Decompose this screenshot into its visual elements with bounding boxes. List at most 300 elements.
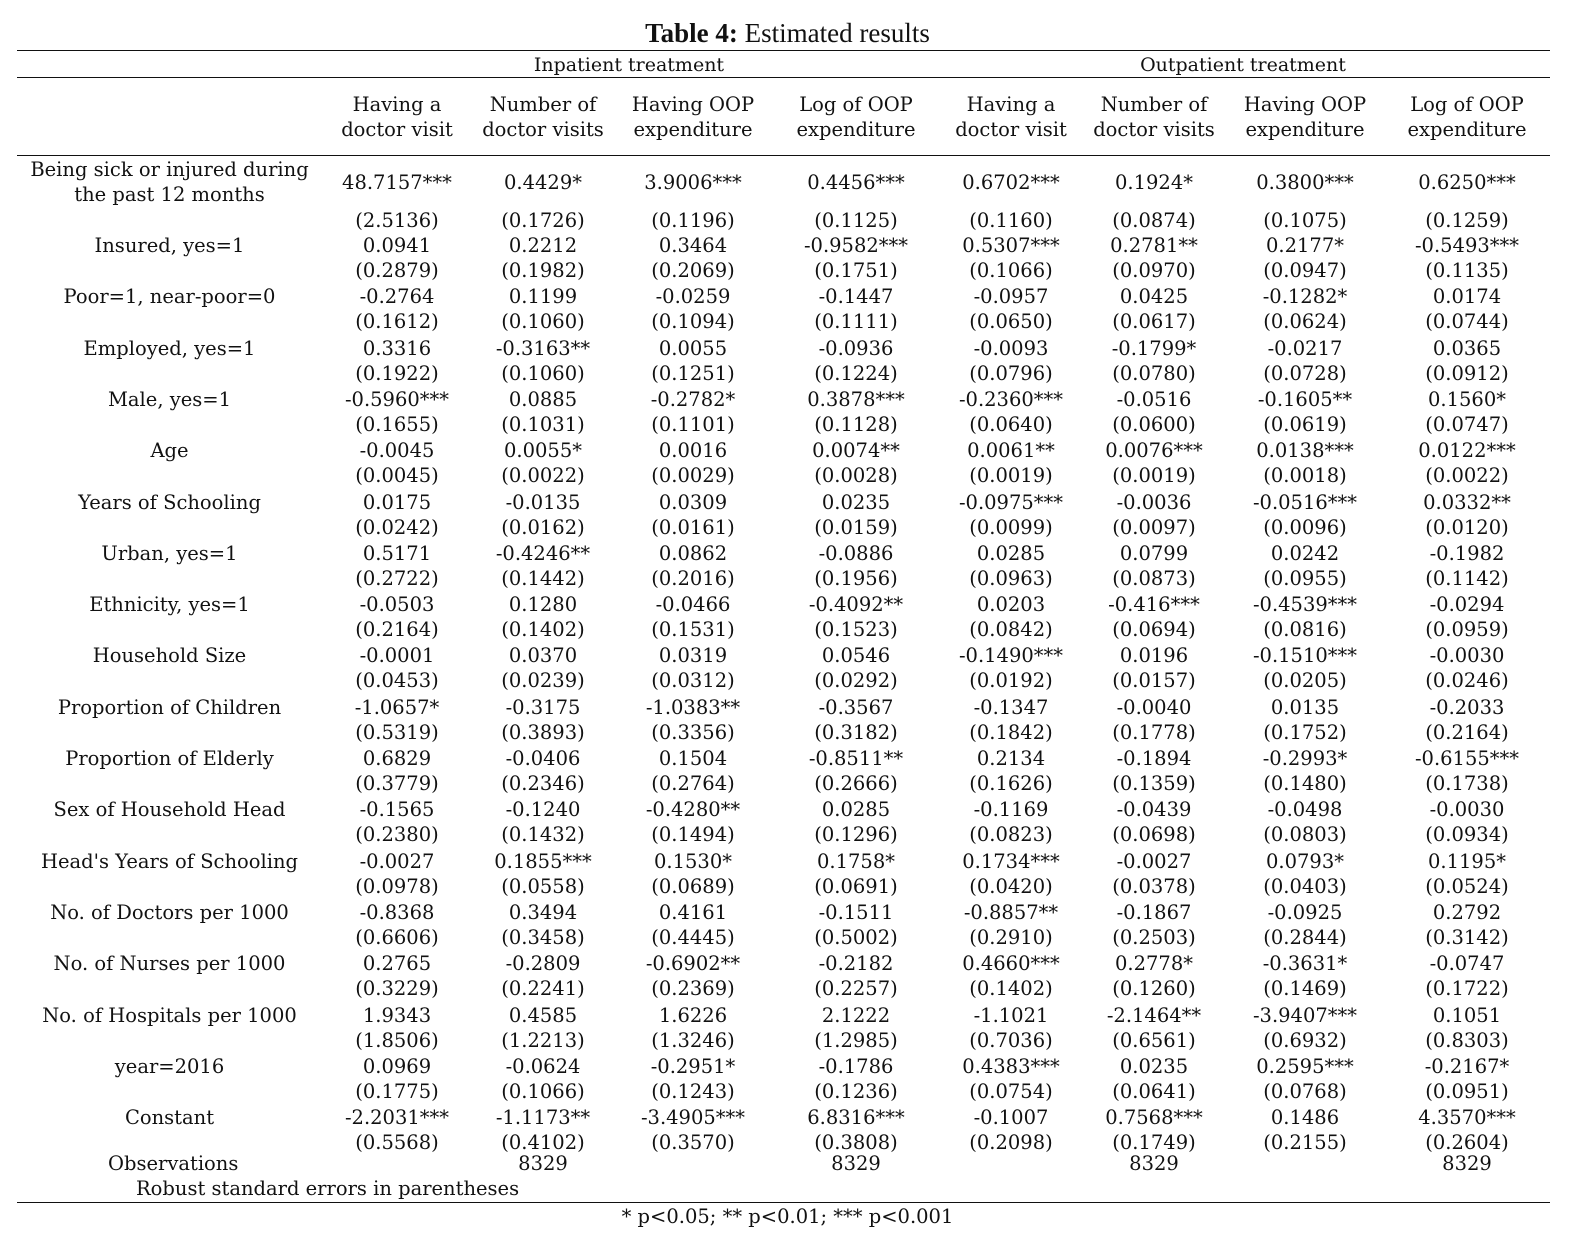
coefficient-cell: -0.2167* — [1424, 1054, 1510, 1078]
std-error-cell: (0.1722) — [1425, 977, 1509, 1001]
std-error-cell: (0.1142) — [1425, 566, 1509, 590]
std-error-cell: (0.1259) — [1425, 209, 1509, 232]
row-label: Sex of Household Head — [53, 798, 286, 822]
coefficient-cell: -0.0135 — [505, 490, 581, 514]
coefficient-cell: -0.1282* — [1262, 285, 1348, 309]
coefficient-cell: 0.0061** — [967, 439, 1055, 463]
coefficient-cell: -0.2782* — [650, 387, 736, 411]
std-error-cell: (0.0246) — [1425, 669, 1509, 693]
coefficient-cell: 0.0319 — [658, 644, 728, 668]
row-label: Constant — [124, 1106, 215, 1130]
std-error-cell: (0.0754) — [969, 1079, 1053, 1103]
std-error-cell: (0.0842) — [969, 618, 1053, 642]
std-error-cell: (0.2164) — [1425, 720, 1509, 744]
coefficient-cell: -0.2182 — [818, 952, 894, 976]
std-error-cell: (0.2257) — [814, 977, 898, 1001]
coefficient-cell: 0.0055* — [504, 439, 582, 463]
coefficient-cell: -0.2360*** — [958, 387, 1064, 411]
std-error-cell: (0.1442) — [501, 566, 585, 590]
std-error-cell: (0.0045) — [355, 464, 439, 488]
coefficient-cell: 0.4383*** — [962, 1054, 1060, 1078]
coefficient-cell: 0.3494 — [508, 900, 578, 924]
std-error-cell: (0.0239) — [501, 669, 585, 693]
row-label: Proportion of Elderly — [65, 747, 274, 770]
coefficient-cell: -0.1240 — [505, 798, 581, 822]
std-error-cell: (0.0157) — [1112, 669, 1196, 693]
std-error-cell: (0.1094) — [651, 310, 735, 334]
coefficient-cell: 0.1530* — [654, 849, 732, 873]
std-error-cell: (0.0022) — [501, 464, 585, 488]
std-error-cell: (0.5568) — [355, 1131, 439, 1155]
std-error-cell: (0.0823) — [969, 823, 1053, 847]
std-error-cell: (0.0120) — [1425, 515, 1509, 539]
std-error-cell: (1.3246) — [651, 1028, 735, 1052]
coefficient-cell: -0.0027 — [1116, 849, 1192, 873]
std-error-cell: (0.0796) — [969, 361, 1053, 385]
std-error-cell: (1.2985) — [814, 1028, 898, 1052]
std-error-cell: (0.0959) — [1425, 618, 1509, 642]
observations-cell: 8329 — [518, 1152, 568, 1175]
std-error-cell: (0.2844) — [1263, 925, 1347, 949]
std-error-cell: (0.1626) — [969, 772, 1053, 795]
std-error-cell: (0.0029) — [651, 464, 735, 488]
observations-label: Observations — [108, 1152, 239, 1175]
std-error-cell: (0.0205) — [1263, 669, 1347, 693]
coefficient-cell: 0.2792 — [1432, 900, 1502, 924]
std-error-cell: (0.1523) — [814, 618, 898, 642]
coefficient-cell: -0.0516*** — [1252, 490, 1358, 514]
std-error-cell: (0.1432) — [501, 823, 585, 847]
std-error-cell: (0.0312) — [651, 669, 735, 693]
coefficient-cell: 0.5307*** — [962, 234, 1060, 257]
std-error-cell: (0.1243) — [651, 1079, 735, 1103]
std-error-cell: (0.2380) — [355, 823, 439, 847]
coefficient-cell: 0.1734*** — [962, 849, 1060, 873]
column-header: Log of OOP expenditure — [1407, 93, 1527, 141]
coefficient-cell: -0.0503 — [359, 593, 435, 617]
std-error-cell: (0.0378) — [1112, 874, 1196, 898]
std-error-cell: (0.1402) — [501, 618, 585, 642]
coefficient-cell: 0.4585 — [508, 1003, 578, 1027]
coefficient-cell: -0.0406 — [505, 747, 581, 770]
std-error-cell: (0.0951) — [1425, 1079, 1509, 1103]
std-error-cell: (0.1531) — [651, 618, 735, 642]
coefficient-cell: 0.0196 — [1119, 644, 1189, 668]
coefficient-cell: -0.5960*** — [344, 387, 450, 411]
coefficient-cell: -0.0747 — [1429, 952, 1505, 976]
std-error-cell: (0.1956) — [814, 566, 898, 590]
coefficient-cell: -1.0657* — [354, 695, 440, 719]
coefficient-cell: 0.7568*** — [1105, 1106, 1203, 1130]
coefficient-cell: -3.9407*** — [1252, 1003, 1358, 1027]
column-header: Number of doctor visits — [1093, 93, 1215, 141]
coefficient-cell: 0.6829 — [362, 747, 432, 770]
row-label: No. of Hospitals per 1000 — [42, 1003, 297, 1027]
std-error-cell: (0.1738) — [1425, 772, 1509, 795]
std-error-cell: (0.0600) — [1112, 412, 1196, 436]
std-error-cell: (0.0292) — [814, 669, 898, 693]
std-error-cell: (0.0524) — [1425, 874, 1509, 898]
std-error-cell: (0.0161) — [651, 515, 735, 539]
std-error-cell: (0.1075) — [1263, 209, 1347, 232]
coefficient-cell: -0.0516 — [1116, 387, 1192, 411]
coefficient-cell: 0.1560* — [1428, 387, 1506, 411]
std-error-cell: (0.6932) — [1263, 1028, 1347, 1052]
std-error-cell: (0.0641) — [1112, 1079, 1196, 1103]
std-error-cell: (0.1296) — [814, 823, 898, 847]
std-error-cell: (0.0420) — [969, 874, 1053, 898]
std-error-cell: (0.0019) — [969, 464, 1053, 488]
column-header: Having OOP expenditure — [631, 93, 755, 141]
std-error-cell: (0.1752) — [1263, 720, 1347, 744]
coefficient-cell: 0.0122*** — [1418, 439, 1516, 463]
std-error-cell: (0.1066) — [969, 259, 1053, 282]
coefficient-cell: 0.4429* — [504, 171, 582, 194]
std-error-cell: (0.6561) — [1112, 1028, 1196, 1052]
std-error-cell: (0.0619) — [1263, 412, 1347, 436]
std-error-cell: (0.3182) — [814, 720, 898, 744]
std-error-cell: (0.3779) — [355, 772, 439, 795]
std-error-cell: (0.0097) — [1112, 515, 1196, 539]
column-header: Having a doctor visit — [341, 93, 453, 141]
std-error-cell: (0.0018) — [1263, 464, 1347, 488]
coefficient-cell: 0.0235 — [1119, 1054, 1189, 1078]
std-error-cell: (0.0650) — [969, 310, 1053, 334]
coefficient-cell: -0.4246** — [495, 541, 591, 565]
coefficient-cell: -0.1786 — [818, 1054, 894, 1078]
std-error-cell: (0.0768) — [1263, 1079, 1347, 1103]
coefficient-cell: 0.1051 — [1432, 1003, 1502, 1027]
std-error-cell: (0.1135) — [1425, 259, 1509, 282]
coefficient-cell: -0.1894 — [1116, 747, 1192, 770]
coefficient-cell: -0.8368 — [359, 900, 435, 924]
observations-cell: 8329 — [831, 1152, 881, 1175]
coefficient-cell: 0.1504 — [658, 747, 728, 770]
coefficient-cell: -0.0498 — [1267, 798, 1343, 822]
column-header: Log of OOP expenditure — [796, 93, 916, 141]
coefficient-cell: -0.2809 — [505, 952, 581, 976]
coefficient-cell: 0.0793* — [1266, 849, 1344, 873]
coefficient-cell: -0.2951* — [650, 1054, 736, 1078]
std-error-cell: (0.2503) — [1112, 925, 1196, 949]
std-error-cell: (0.0963) — [969, 566, 1053, 590]
std-error-cell: (0.2098) — [969, 1131, 1053, 1155]
row-label: Insured, yes=1 — [94, 234, 245, 257]
coefficient-cell: 0.2781** — [1110, 234, 1198, 257]
std-error-cell: (0.1111) — [814, 310, 898, 334]
coefficient-cell: -0.0925 — [1267, 900, 1343, 924]
coefficient-cell: 0.6702*** — [962, 171, 1060, 194]
coefficient-cell: 0.0203 — [976, 593, 1046, 617]
coefficient-cell: -0.0294 — [1429, 593, 1505, 617]
std-error-cell: (0.1236) — [814, 1079, 898, 1103]
coefficient-cell: 0.4660*** — [962, 952, 1060, 976]
coefficient-cell: -0.0439 — [1116, 798, 1192, 822]
column-header: Having a doctor visit — [955, 93, 1067, 141]
coefficient-cell: 0.1199 — [508, 285, 578, 309]
std-error-cell: (0.0744) — [1425, 310, 1509, 334]
coefficient-cell: -0.0001 — [359, 644, 435, 668]
coefficient-cell: -0.1982 — [1429, 541, 1505, 565]
std-error-cell: (0.0934) — [1425, 823, 1509, 847]
row-label: Employed, yes=1 — [83, 336, 256, 360]
coefficient-cell: 0.3464 — [658, 234, 728, 257]
std-error-cell: (0.3570) — [651, 1131, 735, 1155]
coefficient-cell: 0.3316 — [362, 336, 432, 360]
std-error-cell: (0.1469) — [1263, 977, 1347, 1001]
std-error-cell: (0.1101) — [651, 412, 735, 436]
coefficient-cell: 0.3800*** — [1256, 171, 1354, 194]
std-error-cell: (0.0691) — [814, 874, 898, 898]
coefficient-cell: -0.1511 — [818, 900, 894, 924]
coefficient-cell: -3.4905*** — [640, 1106, 746, 1130]
coefficient-cell: 0.0174 — [1432, 285, 1502, 309]
coefficient-cell: 0.0332** — [1423, 490, 1511, 514]
std-error-cell: (0.0970) — [1112, 259, 1196, 282]
coefficient-cell: -0.6155*** — [1414, 747, 1520, 770]
std-error-cell: (0.4102) — [501, 1131, 585, 1155]
robust-se-note: Robust standard errors in parentheses — [136, 1177, 520, 1200]
coefficient-cell: -0.4539*** — [1252, 593, 1358, 617]
coefficient-cell: -0.9582*** — [803, 234, 909, 257]
std-error-cell: (0.0096) — [1263, 515, 1347, 539]
coefficient-cell: 0.0546 — [821, 644, 891, 668]
coefficient-cell: -0.2764 — [359, 285, 435, 309]
std-error-cell: (0.0558) — [501, 874, 585, 898]
coefficient-cell: 0.5171 — [362, 541, 432, 565]
coefficient-cell: 0.4456*** — [807, 171, 905, 194]
coefficient-cell: 1.6226 — [658, 1003, 728, 1027]
coefficient-cell: -0.2033 — [1429, 695, 1505, 719]
coefficient-cell: 0.0016 — [658, 439, 728, 463]
row-label: year=2016 — [114, 1054, 225, 1078]
observations-cell: 8329 — [1129, 1152, 1179, 1175]
coefficient-cell: 0.2778* — [1115, 952, 1193, 976]
coefficient-cell: -1.0383** — [645, 695, 741, 719]
coefficient-cell: 3.9006*** — [644, 171, 742, 194]
coefficient-cell: -0.0030 — [1429, 644, 1505, 668]
coefficient-cell: -0.416*** — [1108, 593, 1200, 617]
coefficient-cell: 0.0135 — [1270, 695, 1340, 719]
coefficient-cell: 1.9343 — [362, 1003, 432, 1027]
std-error-cell: (0.1402) — [969, 977, 1053, 1001]
observations-cell: 8329 — [1442, 1152, 1492, 1175]
coefficient-cell: -0.0027 — [359, 849, 435, 873]
coefficient-cell: -0.3631* — [1262, 952, 1348, 976]
coefficient-cell: 6.8316*** — [807, 1106, 905, 1130]
coefficient-cell: -0.0040 — [1116, 695, 1192, 719]
std-error-cell: (2.5136) — [355, 209, 439, 232]
coefficient-cell: -0.0036 — [1116, 490, 1192, 514]
std-error-cell: (0.1726) — [501, 209, 585, 232]
coefficient-cell: 0.0074** — [812, 439, 900, 463]
row-label: Head's Years of Schooling — [40, 849, 299, 873]
coefficient-cell: -0.0886 — [818, 541, 894, 565]
std-error-cell: (0.0955) — [1263, 566, 1347, 590]
std-error-cell: (0.0640) — [969, 412, 1053, 436]
coefficient-cell: -0.5493*** — [1414, 234, 1520, 257]
std-error-cell: (0.3229) — [355, 977, 439, 1001]
std-error-cell: (0.0747) — [1425, 412, 1509, 436]
coefficient-cell: -0.4092** — [808, 593, 904, 617]
coefficient-cell: -1.1173** — [495, 1106, 591, 1130]
row-label: Age — [150, 439, 189, 463]
std-error-cell: (0.2604) — [1425, 1131, 1509, 1155]
std-error-cell: (0.0978) — [355, 874, 439, 898]
row-label: No. of Nurses per 1000 — [53, 952, 286, 976]
group-outpatient: Outpatient treatment — [1140, 54, 1346, 76]
coefficient-cell: 48.7157*** — [342, 171, 452, 194]
coefficient-cell: 0.4161 — [658, 900, 728, 924]
coefficient-cell: 0.1924* — [1115, 171, 1193, 194]
std-error-cell: (0.6606) — [355, 925, 439, 949]
row-label: Being sick or injured during the past 12 months — [30, 158, 309, 206]
std-error-cell: (0.1128) — [814, 412, 898, 436]
std-error-cell: (0.1224) — [814, 361, 898, 385]
std-error-cell: (0.0728) — [1263, 361, 1347, 385]
std-error-cell: (0.0159) — [814, 515, 898, 539]
std-error-cell: (0.0689) — [651, 874, 735, 898]
coefficient-cell: -0.0093 — [973, 336, 1049, 360]
std-error-cell: (0.0453) — [355, 669, 439, 693]
coefficient-cell: 0.0076*** — [1105, 439, 1203, 463]
bottom-rule — [17, 1202, 1550, 1203]
coefficient-cell: 0.0235 — [821, 490, 891, 514]
std-error-cell: (0.2241) — [501, 977, 585, 1001]
coefficient-cell: 0.0941 — [362, 234, 432, 257]
std-error-cell: (0.0242) — [355, 515, 439, 539]
row-label: No. of Doctors per 1000 — [50, 900, 289, 924]
coefficient-cell: 0.0862 — [658, 541, 728, 565]
row-label: Proportion of Children — [57, 695, 282, 719]
std-error-cell: (0.0816) — [1263, 618, 1347, 642]
std-error-cell: (0.2722) — [355, 566, 439, 590]
std-error-cell: (0.8303) — [1425, 1028, 1509, 1052]
coefficient-cell: 0.0285 — [976, 541, 1046, 565]
coefficient-cell: 0.2595*** — [1256, 1054, 1354, 1078]
std-error-cell: (0.7036) — [969, 1028, 1053, 1052]
std-error-cell: (0.3142) — [1425, 925, 1509, 949]
coefficient-cell: -0.1510*** — [1252, 644, 1358, 668]
coefficient-cell: 0.2134 — [976, 747, 1046, 770]
row-label: Years of Schooling — [78, 490, 261, 514]
coefficient-cell: 0.0885 — [508, 387, 578, 411]
std-error-cell: (0.2164) — [355, 618, 439, 642]
std-error-cell: (0.1494) — [651, 823, 735, 847]
column-header: Number of doctor visits — [482, 93, 604, 141]
coefficient-cell: 0.0175 — [362, 490, 432, 514]
coefficient-cell: 2.1222 — [821, 1003, 891, 1027]
coefficient-cell: 0.0309 — [658, 490, 728, 514]
std-error-cell: (0.0698) — [1112, 823, 1196, 847]
std-error-cell: (0.1160) — [969, 209, 1053, 232]
row-label: Male, yes=1 — [107, 387, 232, 411]
std-error-cell: (0.0624) — [1263, 310, 1347, 334]
coefficient-cell: -0.0466 — [655, 593, 731, 617]
coefficient-cell: -0.8857** — [963, 900, 1059, 924]
column-header: Having OOP expenditure — [1243, 93, 1367, 141]
std-error-cell: (0.0019) — [1112, 464, 1196, 488]
std-error-cell: (0.1031) — [501, 412, 585, 436]
coefficient-cell: -0.1490*** — [958, 644, 1064, 668]
std-error-cell: (0.3893) — [501, 720, 585, 744]
std-error-cell: (0.3458) — [501, 925, 585, 949]
std-error-cell: (0.1066) — [501, 1079, 585, 1103]
coefficient-cell: 0.0969 — [362, 1054, 432, 1078]
std-error-cell: (0.2764) — [651, 772, 735, 795]
table-title — [0, 14, 1575, 52]
coefficient-cell: 0.1195* — [1428, 849, 1506, 873]
std-error-cell: (0.0028) — [814, 464, 898, 488]
std-error-cell: (0.2369) — [651, 977, 735, 1001]
std-error-cell: (0.1125) — [814, 209, 898, 232]
std-error-cell: (0.2016) — [651, 566, 735, 590]
coefficient-cell: 0.2212 — [508, 234, 578, 257]
std-error-cell: (0.0162) — [501, 515, 585, 539]
std-error-cell: (0.0912) — [1425, 361, 1509, 385]
std-error-cell: (1.8506) — [355, 1028, 439, 1052]
coefficient-cell: -0.1867 — [1116, 900, 1192, 924]
coefficient-cell: -0.0045 — [359, 439, 435, 463]
coefficient-cell: -0.0259 — [655, 285, 731, 309]
std-error-cell: (0.2879) — [355, 259, 439, 282]
std-error-cell: (0.1060) — [501, 310, 585, 334]
coefficient-cell: -0.1605** — [1257, 387, 1353, 411]
std-error-cell: (0.5002) — [814, 925, 898, 949]
coefficient-cell: -0.1347 — [973, 695, 1049, 719]
coefficient-cell: 0.1280 — [508, 593, 578, 617]
coefficient-cell: -0.0936 — [818, 336, 894, 360]
std-error-cell: (0.1612) — [355, 310, 439, 334]
coefficient-cell: -1.1021 — [973, 1003, 1049, 1027]
coefficient-cell: -0.3175 — [505, 695, 581, 719]
std-error-cell: (0.4445) — [651, 925, 735, 949]
table-title-label: Table 4: — [645, 18, 738, 48]
coefficient-cell: 0.0799 — [1119, 541, 1189, 565]
coefficient-cell: 0.0370 — [508, 644, 578, 668]
coefficient-cell: -2.2031*** — [344, 1106, 450, 1130]
coefficient-cell: 0.1758* — [817, 849, 895, 873]
coefficient-cell: 0.0425 — [1119, 285, 1189, 309]
coefficient-cell: -0.8511** — [808, 747, 904, 770]
std-error-cell: (0.3808) — [814, 1131, 898, 1155]
table-title-text: Estimated results — [744, 18, 930, 48]
coefficient-cell: 0.0285 — [821, 798, 891, 822]
coefficient-cell: 0.6250*** — [1418, 171, 1516, 194]
coefficient-cell: -0.1565 — [359, 798, 435, 822]
coefficient-cell: 0.0242 — [1270, 541, 1340, 565]
coefficient-cell: 0.2765 — [362, 952, 432, 976]
coefficient-cell: 0.0055 — [658, 336, 728, 360]
std-error-cell: (0.1480) — [1263, 772, 1347, 795]
std-error-cell: (0.0803) — [1263, 823, 1347, 847]
std-error-cell: (0.1196) — [651, 209, 735, 232]
std-error-cell: (0.0192) — [969, 669, 1053, 693]
coefficient-cell: 0.1486 — [1270, 1106, 1340, 1130]
std-error-cell: (0.1922) — [355, 361, 439, 385]
coefficient-cell: -2.1464** — [1106, 1003, 1202, 1027]
coefficient-cell: -0.1799* — [1111, 336, 1197, 360]
row-label: Household Size — [92, 644, 247, 668]
std-error-cell: (0.2069) — [651, 259, 735, 282]
coefficient-cell: -0.4280** — [645, 798, 741, 822]
std-error-cell: (0.0403) — [1263, 874, 1347, 898]
coefficient-cell: -0.0217 — [1267, 336, 1343, 360]
coefficient-cell: -0.0030 — [1429, 798, 1505, 822]
std-error-cell: (0.2666) — [814, 772, 898, 795]
std-error-cell: (0.1778) — [1112, 720, 1196, 744]
std-error-cell: (0.1751) — [814, 259, 898, 282]
